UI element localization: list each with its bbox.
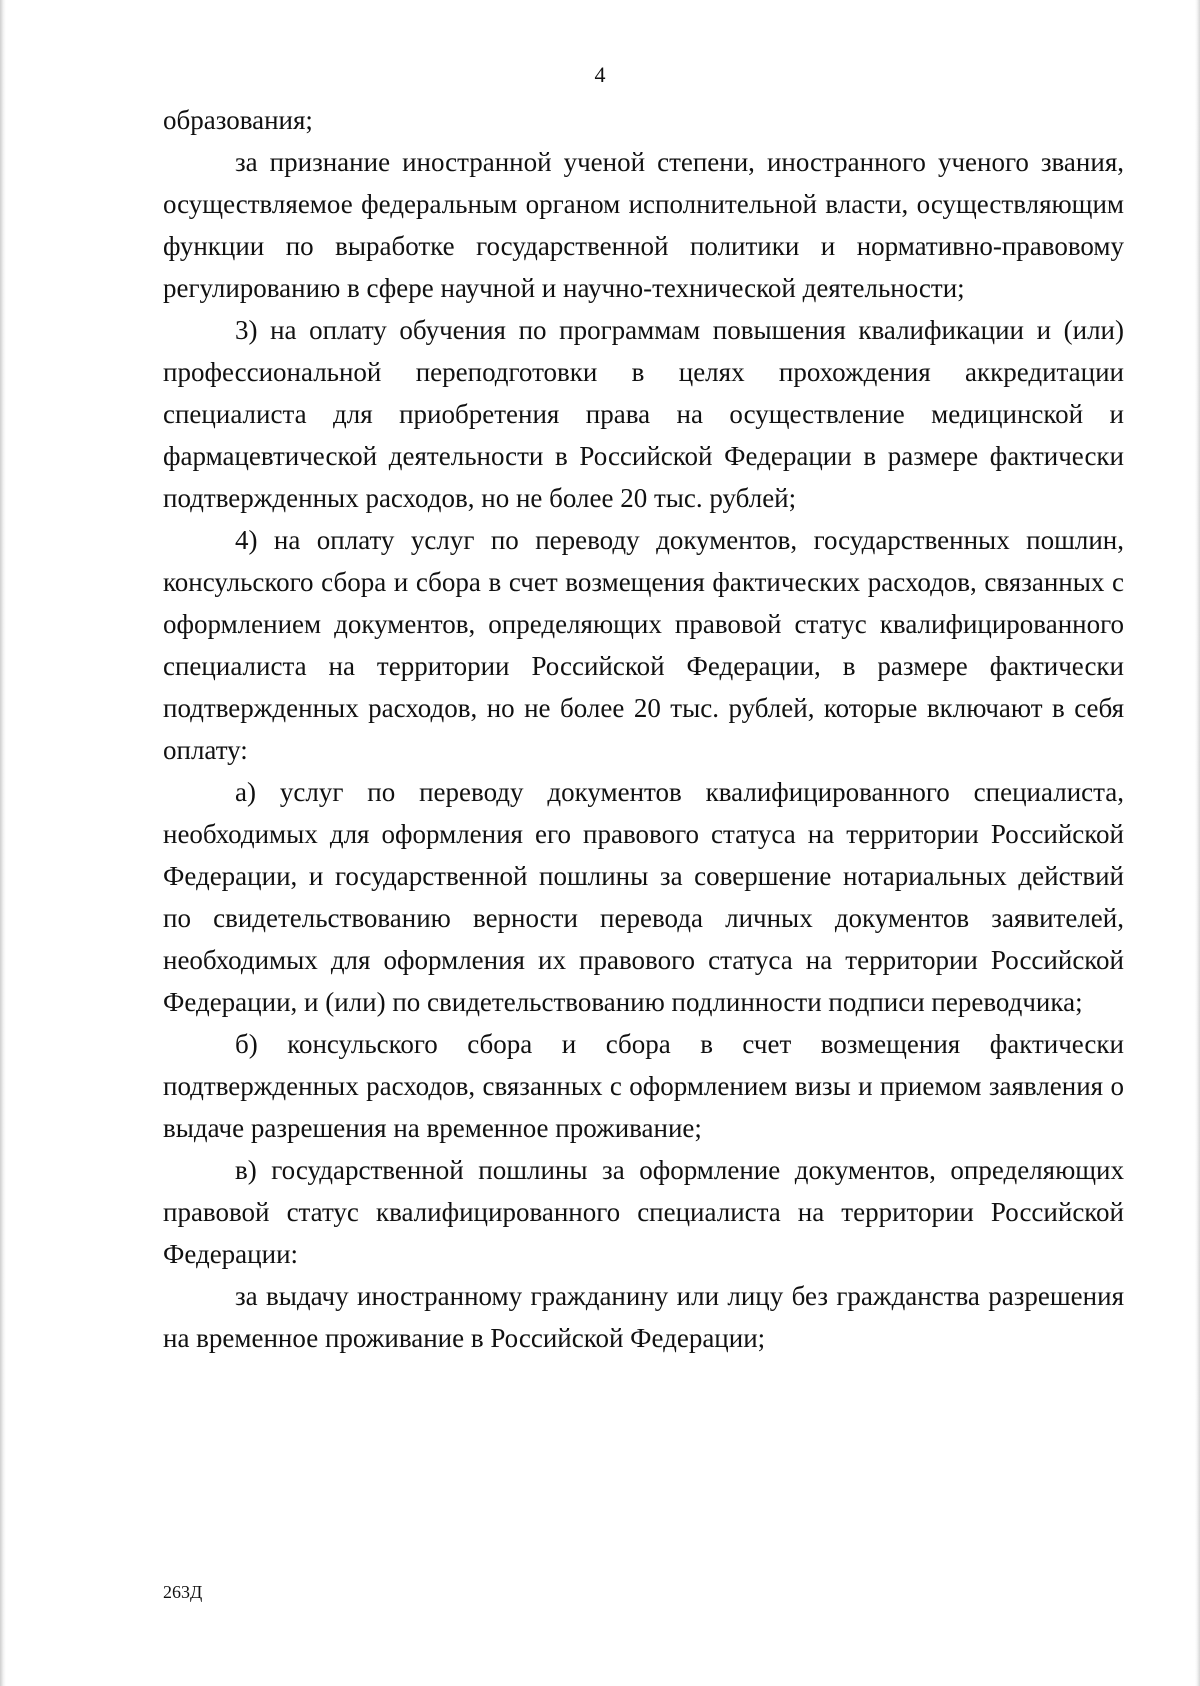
paragraph-item-4: 4) на оплату услуг по переводу документов, государственных пошлин, консульского сбора и сбора в счет возмещения фактических расходов, связанных с оформлением документов, определяющих правовой статус квалифицированного специалиста на территории Российской Федерации, в размере фактически подтвержденных расходов, но не более 20 тыс. рублей, которые включают в себя оплату: [163, 525, 1124, 765]
paragraph-continuation: образования; [163, 105, 313, 135]
scan-edge-right [1195, 0, 1200, 1686]
paragraph-item-3: 3) на оплату обучения по программам повышения квалификации и (или) профессиональной переподготовки в целях прохождения аккредитации специалиста для приобретения права на осуществление медицинской и фармацевтической деятельности в Российской Федерации в размере фактически подтвержденных расходов, но не более 20 тыс. рублей; [163, 315, 1124, 513]
document-code: 263Д [163, 1582, 203, 1602]
paragraph-subitem-v: в) государственной пошлины за оформление документов, определяющих правовой статус квалифицированного специалиста на территории Российской Федерации: [163, 1155, 1124, 1269]
scan-edge-left [0, 0, 6, 1686]
page-number: 4 [594, 62, 606, 87]
paragraph-subitem-a: а) услуг по переводу документов квалифицированного специалиста, необходимых для оформления его правового статуса на территории Российской Федерации, и государственной пошлины за совершение нотариальных действий по свидетельствованию верности перевода личных документов заявителей, необходимых для оформления их правового статуса на территории Российской Федерации, и (или) по свидетельствованию подлинности подписи переводчика; [163, 777, 1124, 1017]
paragraph-residence-permit: за выдачу иностранному гражданину или лицу без гражданства разрешения на временное проживание в Российской Федерации; [163, 1281, 1124, 1353]
paragraph-subitem-b: б) консульского сбора и сбора в счет возмещения фактически подтвержденных расходов, связанных с оформлением визы и приемом заявления о выдаче разрешения на временное проживание; [163, 1029, 1124, 1143]
document-body [163, 99, 1124, 1359]
paragraph-degree-recognition: за признание иностранной ученой степени, иностранного ученого звания, осуществляемое федеральным органом исполнительной власти, осуществляющим функции по выработке государственной политики и нормативно-правовому регулированию в сфере научной и научно-технической деятельности; [163, 147, 1124, 303]
